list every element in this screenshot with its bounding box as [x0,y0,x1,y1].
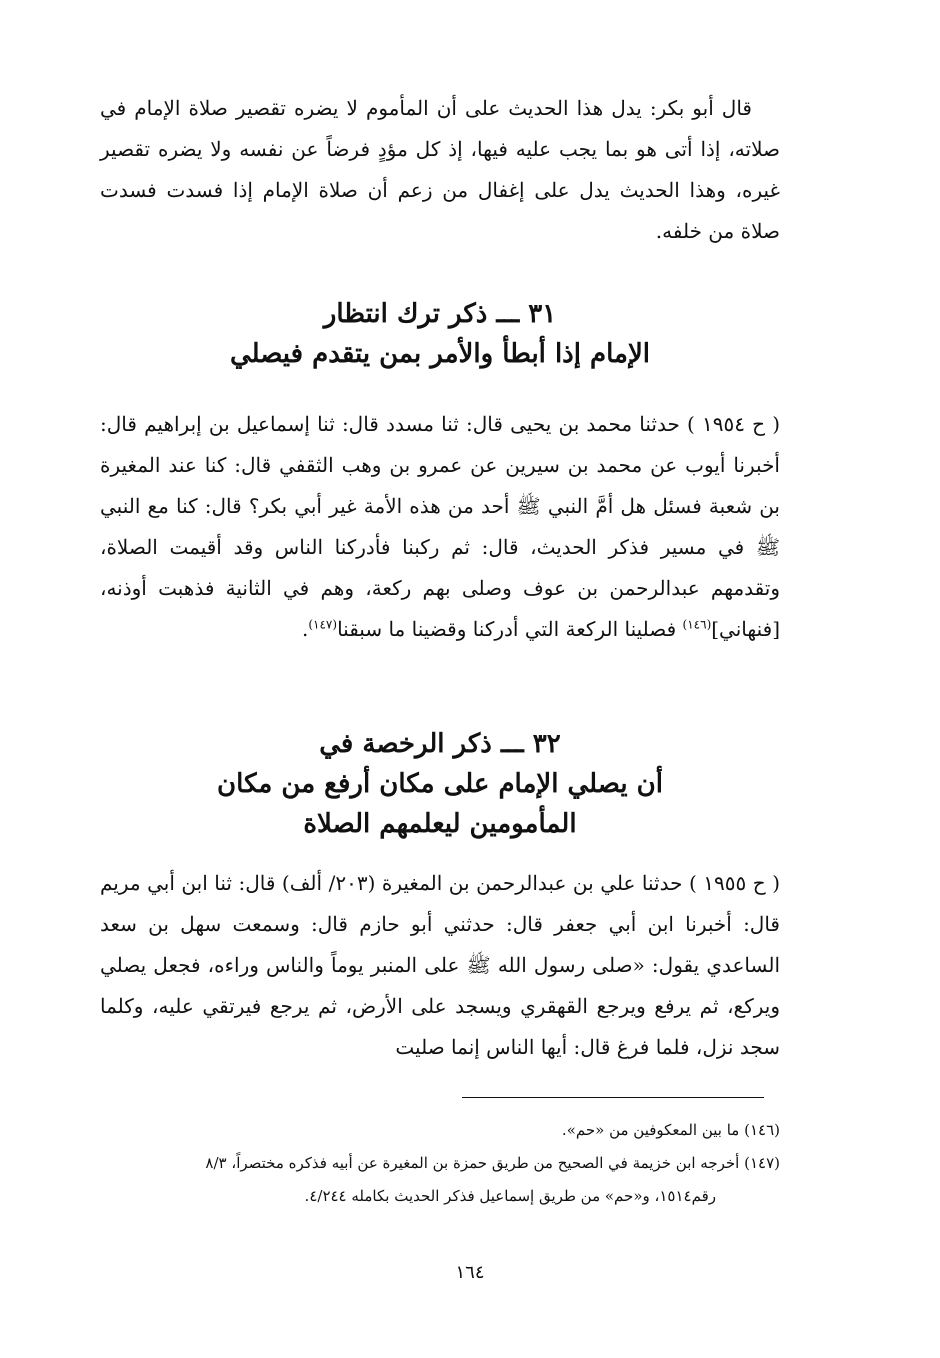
section-32-heading [100,724,780,844]
section-32-body [100,863,780,1068]
section-31-body [100,404,780,650]
section-31-text-part-1: ( ح ١٩٥٤ ) حدثنا محمد بن يحيى قال: ثنا مسدد قال: ثنا إسماعيل بن إبراهيم قال: أخبرنا أيوب عن محمد بن سيرين عن عمرو بن وهب الثقفي قال: كنا عند المغيرة بن شعبة فسئل هل أمَّ النبي ﷺ أحد من هذه الأمة غير أبي بكر؟ قال: كنا مع النبي ﷺ في مسير فذكر الحديث، قال: ثم ركبنا فأدركنا الناس وقد أقيمت الصلاة، وتقدمهم عبدالرحمن بن عوف وصلى بهم ركعة، وهم في الثانية فذهبت أوذنه، [فنهاني] [100,412,781,641]
section-32-title-line-2: أن يصلي الإمام على مكان أرفع من مكان [217,769,663,799]
intro-paragraph-block [100,88,780,252]
section-32-title-line-3: المأمومين ليعلمهم الصلاة [303,809,577,839]
intro-paragraph: قال أبو بكر: يدل هذا الحديث على أن المأموم لا يضره تقصير صلاة الإمام في صلاته، إذا أتى هو بما يجب عليه فيها، إذ كل مؤدٍ فرضاً عن نفسه ولا يضره تقصير غيره، وهذا الحديث يدل على إغفال من زعم أن صلاة الإمام إذا فسدت فسدت صلاة من خلفه. [100,96,780,243]
page-number: ١٦٤ [455,1262,485,1283]
section-31-title-line-2: الإمام إذا أبطأ والأمر بمن يتقدم فيصلي [229,339,651,369]
section-31-text-end: . [301,617,309,641]
footnote-146: (١٤٦) ما بين المعكوفين من «حم». [561,1121,780,1139]
footnote-divider [462,1097,764,1098]
section-31-text-part-2: فصلينا الركعة التي أدركنا وقضينا ما سبقنا [337,617,683,641]
section-31-hadith-paragraph [100,404,780,650]
footnote-147-line-2: رقم١٥١٤، و«حم» من طريق إسماعيل فذكر الحديث بكامله ٤/٢٤٤. [304,1187,716,1205]
section-31-title-line-1: ٣١ ـــ ذكر ترك انتظار [323,299,557,329]
section-31-heading [100,294,780,374]
section-32-hadith-paragraph: ( ح ١٩٥٥ ) حدثنا علي بن عبدالرحمن بن المغيرة (٢٠٣/ ألف) قال: ثنا ابن أبي مريم قال: أخبرنا ابن أبي جعفر قال: حدثني أبو حازم قال: وسمعت سهل بن سعد الساعدي يقول: «صلى رسول الله ﷺ على المنبر يوماً والناس وراءه، فجعل يصلي ويركع، ثم يرفع ويرجع القهقري ويسجد على الأرض، ثم يرجع فيرتقي عليه، وكلما سجد نزل، فلما فرغ قال: أيها الناس إنما صليت [100,871,780,1059]
footnote-146-marker: (١٤٦) [682,617,712,632]
footnotes-block [100,1114,780,1213]
section-32-title-line-1: ٣٢ ـــ ذكر الرخصة في [319,729,561,759]
footnote-147-marker: (١٤٧) [308,617,338,632]
footnote-147-line-1: (١٤٧) أخرجه ابن خزيمة في الصحيح من طريق حمزة بن المغيرة عن أبيه فذكره مختصراً، ٨/٣ [205,1154,780,1172]
